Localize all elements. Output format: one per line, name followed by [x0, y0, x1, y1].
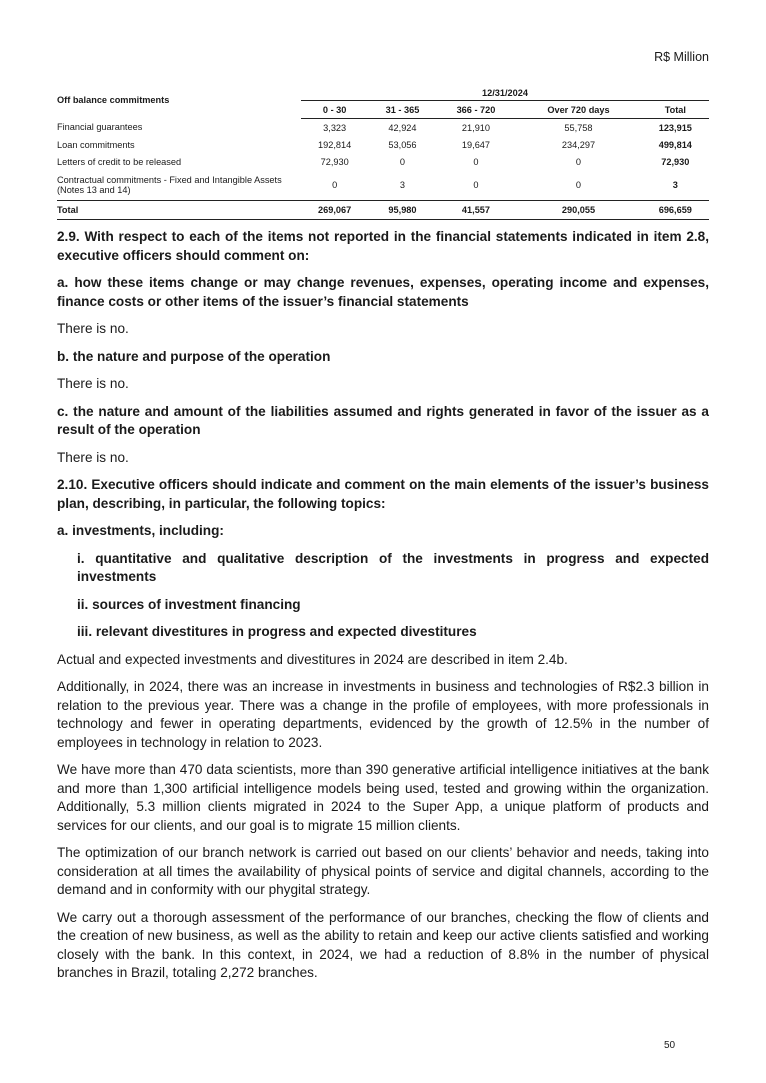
row-label: Financial guarantees [57, 122, 143, 133]
cell: 21,910 [461, 122, 491, 133]
total-cell: 41,557 [437, 201, 516, 220]
cell: 0 [473, 156, 479, 167]
total-cell: 290,055 [515, 201, 641, 220]
column-header: 366 - 720 [437, 101, 516, 119]
table-date: 12/31/2024 [482, 88, 528, 98]
heading-2-9-c: c. the nature and amount of the liabilities assumed and rights generated in favor of the issuer as a result of the operation [57, 403, 709, 437]
total-label: Total [57, 201, 301, 220]
row-label: Contractual commitments - Fixed and Intangible Assets (Notes 13 and 14) [57, 170, 301, 201]
subitem-iii: iii. relevant divestitures in progress and expected divestitures [77, 624, 477, 639]
cell: 0 [399, 156, 406, 167]
row-label: Letters of credit to be released [57, 156, 182, 167]
cell-total: 499,814 [658, 139, 692, 150]
heading-2-9: 2.9. With respect to each of the items not reported in the financial statements indicated in item 2.8, executive officers should comment on: [57, 229, 709, 263]
cell: 42,924 [388, 122, 417, 133]
table-title: Off balance commitments [57, 95, 170, 106]
table-row [57, 170, 709, 201]
column-header: 0 - 30 [301, 101, 368, 119]
heading-2-10-a: a. investments, including: [57, 523, 224, 538]
subitem-i: i. quantitative and qualitative description of the investments in progress and expected investments [77, 550, 709, 584]
total-cell: 696,659 [642, 201, 709, 220]
total-cell: 269,067 [301, 201, 368, 220]
column-header: Total [642, 101, 709, 119]
cell: 3 [368, 170, 436, 201]
cell-total: 72,930 [661, 156, 690, 167]
table-row [57, 153, 709, 170]
subitem-ii: ii. sources of investment financing [77, 596, 301, 612]
cell: 53,056 [388, 139, 417, 150]
cell: 3,323 [323, 122, 347, 133]
page-number: 50 [664, 1040, 676, 1051]
cell-total: 3 [642, 170, 709, 201]
heading-2-9-a: a. how these items change or may change revenues, expenses, operating income and expenses, finance costs or other items of the issuer’s financial statements [57, 275, 709, 309]
table-total-row [57, 201, 709, 220]
cell: 0 [575, 156, 582, 167]
total-cell: 95,980 [368, 201, 436, 220]
cell: 19,647 [461, 139, 491, 150]
off-balance-table [57, 82, 709, 220]
answer-a: There is no. [57, 321, 129, 336]
body-text [57, 228, 709, 992]
answer-c: There is no. [57, 449, 129, 465]
answer-b: There is no. [57, 376, 129, 391]
paragraph: Actual and expected investments and divestitures in 2024 are described in item 2.4b. [57, 651, 568, 667]
cell: 192,814 [318, 139, 352, 150]
table-row [57, 119, 709, 137]
cell: 0 [437, 170, 516, 201]
cell: 0 [515, 170, 641, 201]
paragraph: We have more than 470 data scientists, more than 390 generative artificial intelligence initiatives at the bank and more than 1,300 artificial intelligence models being used, tested and growing within the organization. Additionally, 5.3 million clients migrated in 2024 to the Super App, a unique platform of products and services for our clients, and our goal is to migrate 15 million clients. [57, 762, 709, 833]
column-header: 31 - 365 [368, 101, 436, 119]
table-row [57, 136, 709, 153]
cell: 234,297 [561, 139, 596, 150]
row-label: Loan commitments [57, 139, 135, 150]
paragraph: We carry out a thorough assessment of the performance of our branches, checking the flow of clients and the creation of new business, as well as the ability to retain and keep our active clients satisfied and working closely with the bank. In this context, in 2024, we had a reduction of 8.8% in the number of physical branches in Brazil, totaling 2,272 branches. [57, 909, 709, 980]
column-header: Over 720 days [515, 101, 641, 119]
heading-2-9-b: b. the nature and purpose of the operation [57, 348, 331, 364]
cell-total: 123,915 [658, 122, 692, 133]
paragraph: Additionally, in 2024, there was an increase in investments in business and technologies of R$2.3 billion in relation to the previous year. There was a change in the profile of employees, with more professionals in technology and fewer in operating departments, evidenced by the growth of 12.5% in the number of employees in technology in relation to 2023. [57, 679, 709, 750]
cell: 55,758 [564, 122, 593, 133]
cell: 72,930 [320, 156, 349, 167]
unit-label: R$ Million [654, 50, 709, 64]
heading-2-10: 2.10. Executive officers should indicate and comment on the main elements of the issuer’s business plan, describing, in particular, the following topics: [57, 477, 709, 511]
cell: 0 [301, 170, 368, 201]
paragraph: The optimization of our branch network is carried out based on our clients’ behavior and needs, taking into consideration at all times the availability of physical points of service and digital channels, according to the demand and in conformity with our phygital strategy. [57, 845, 709, 897]
